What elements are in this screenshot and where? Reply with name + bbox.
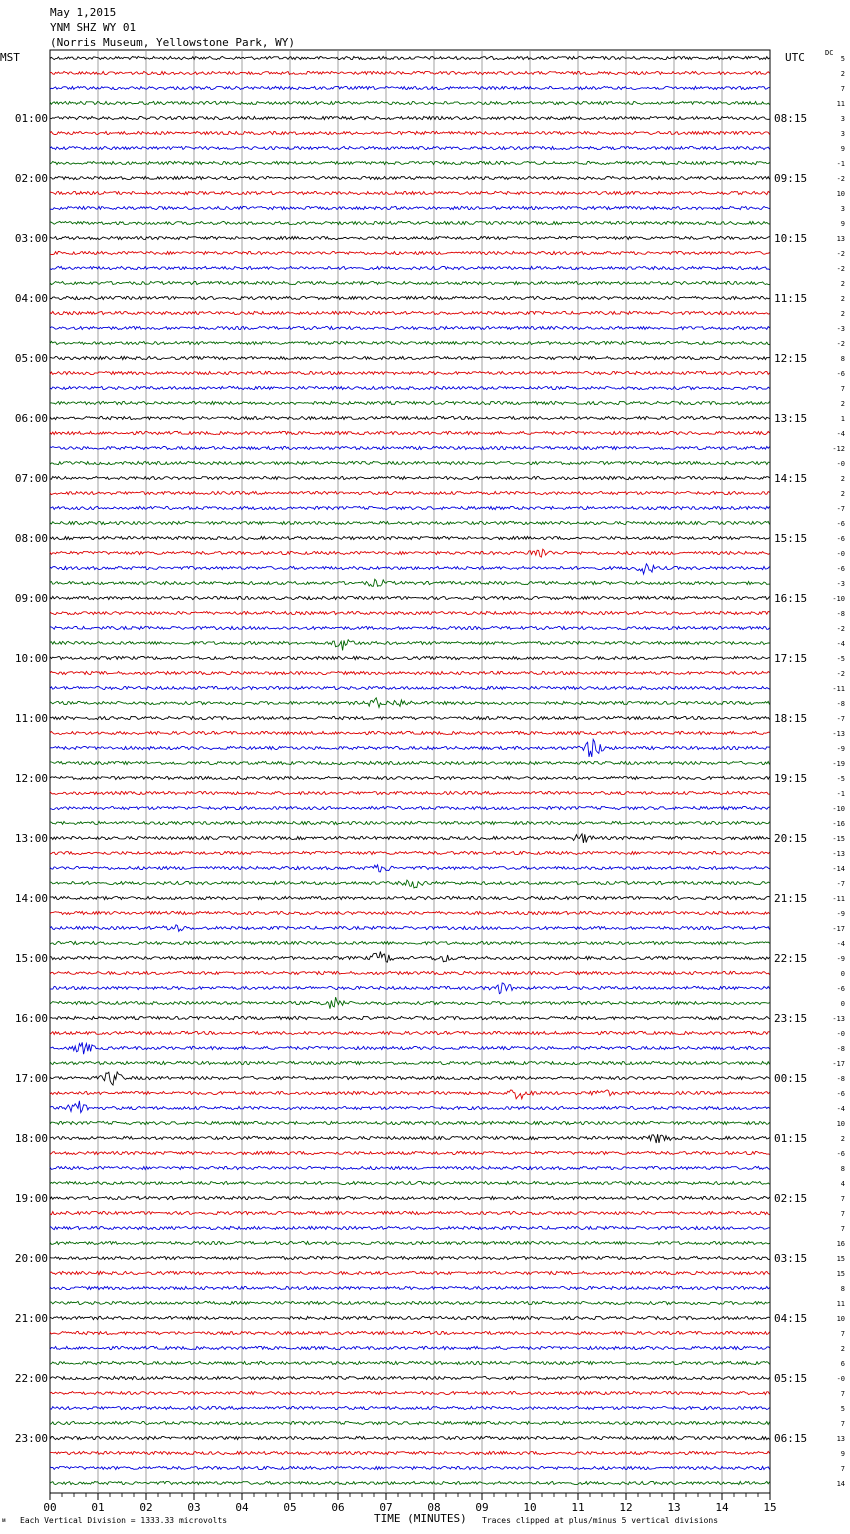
dc-offset-label: -14 bbox=[832, 865, 845, 873]
utc-hour-label: 11:15 bbox=[774, 292, 808, 305]
dc-offset-label: -3 bbox=[836, 325, 845, 333]
seismic-trace bbox=[50, 266, 770, 269]
seismic-trace bbox=[50, 656, 770, 659]
seismic-trace bbox=[50, 821, 770, 824]
dc-offset-label: 2 bbox=[840, 70, 845, 78]
dc-offset-label: -17 bbox=[832, 925, 845, 933]
dc-offset-label: -1 bbox=[836, 790, 845, 798]
seismic-trace bbox=[50, 206, 770, 209]
seismic-trace bbox=[50, 640, 770, 651]
dc-offset-label: 15 bbox=[836, 1270, 845, 1278]
dc-offset-label: 8 bbox=[840, 355, 845, 363]
seismic-trace bbox=[50, 1316, 770, 1319]
x-tick-label: 04 bbox=[235, 1501, 249, 1514]
seismic-trace bbox=[50, 326, 770, 329]
dc-offset-label: -2 bbox=[836, 265, 845, 273]
seismic-trace bbox=[50, 951, 770, 962]
seismic-trace bbox=[50, 521, 770, 524]
seismic-trace bbox=[50, 865, 770, 872]
dc-offset-label: 1 bbox=[840, 415, 845, 423]
mst-label: MST bbox=[0, 51, 20, 64]
seismic-trace bbox=[50, 1451, 770, 1454]
seismic-trace bbox=[50, 776, 770, 779]
seismic-trace bbox=[50, 341, 770, 344]
mst-hour-label: 21:00 bbox=[14, 1312, 48, 1325]
dc-offset-label: -5 bbox=[836, 775, 845, 783]
mst-hour-label: 07:00 bbox=[14, 472, 48, 485]
seismic-trace bbox=[50, 1271, 770, 1274]
x-tick-label: 05 bbox=[283, 1501, 297, 1514]
dc-offset-label: 7 bbox=[840, 1390, 845, 1398]
utc-hour-label: 20:15 bbox=[774, 832, 808, 845]
dc-offset-label: 11 bbox=[836, 100, 845, 108]
dc-offset-label: 2 bbox=[840, 1345, 845, 1353]
x-tick-label: 13 bbox=[667, 1501, 681, 1514]
dc-offset-label: -2 bbox=[836, 670, 845, 678]
dc-offset-label: -6 bbox=[836, 535, 845, 543]
seismic-trace bbox=[50, 236, 770, 239]
seismic-trace bbox=[50, 431, 770, 434]
x-tick-label: 00 bbox=[43, 1501, 57, 1514]
seismic-trace bbox=[50, 116, 770, 119]
dc-offset-label: 2 bbox=[840, 1135, 845, 1143]
utc-hour-label: 04:15 bbox=[774, 1312, 808, 1325]
dc-offset-label: 6 bbox=[840, 1360, 845, 1368]
dc-offset-label: 9 bbox=[840, 145, 845, 153]
seismic-trace bbox=[50, 1134, 770, 1143]
seismic-trace bbox=[50, 536, 770, 539]
mst-hour-label: 11:00 bbox=[14, 712, 48, 725]
seismic-trace bbox=[50, 579, 770, 586]
clip-note: Traces clipped at plus/minus 5 vertical divisions bbox=[482, 1516, 719, 1525]
seismic-trace bbox=[50, 1101, 770, 1113]
dc-offset-label: 2 bbox=[840, 310, 845, 318]
utc-hour-label: 12:15 bbox=[774, 352, 808, 365]
dc-offset-label: -9 bbox=[836, 955, 845, 963]
dc-offset-label: 11 bbox=[836, 1300, 845, 1308]
seismic-trace bbox=[50, 1286, 770, 1289]
dc-offset-label: -12 bbox=[832, 445, 845, 453]
mst-hour-label: 10:00 bbox=[14, 652, 48, 665]
utc-hour-label: 18:15 bbox=[774, 712, 808, 725]
dc-offset-label: 15 bbox=[836, 1255, 845, 1263]
dc-offset-label: 7 bbox=[840, 1330, 845, 1338]
dc-offset-label: -6 bbox=[836, 565, 845, 573]
mst-hour-label: 15:00 bbox=[14, 952, 48, 965]
seismic-trace bbox=[50, 71, 770, 74]
seismic-trace bbox=[50, 1421, 770, 1424]
mst-hour-label: 01:00 bbox=[14, 112, 48, 125]
seismic-trace bbox=[50, 911, 770, 914]
dc-offset-label: 4 bbox=[840, 1180, 845, 1188]
seismic-trace bbox=[50, 1211, 770, 1214]
seismic-trace bbox=[50, 686, 770, 689]
seismic-trace bbox=[50, 371, 770, 374]
dc-offset-label: -15 bbox=[832, 835, 845, 843]
seismic-trace bbox=[50, 716, 770, 719]
seismic-trace bbox=[50, 971, 770, 974]
seismic-trace bbox=[50, 549, 770, 557]
dc-offset-label: -2 bbox=[836, 340, 845, 348]
mst-hour-label: 06:00 bbox=[14, 412, 48, 425]
seismic-trace bbox=[50, 1256, 770, 1259]
dc-offset-label: 9 bbox=[840, 220, 845, 228]
mst-hour-label: 23:00 bbox=[14, 1432, 48, 1445]
seismic-trace bbox=[50, 1436, 770, 1439]
dc-offset-label: -4 bbox=[836, 640, 845, 648]
seismic-trace bbox=[50, 356, 770, 359]
dc-offset-label: -2 bbox=[836, 250, 845, 258]
seismic-trace bbox=[50, 1031, 770, 1034]
seismic-trace bbox=[50, 191, 770, 194]
seismic-trace bbox=[50, 896, 770, 899]
seismic-trace bbox=[50, 296, 770, 299]
dc-offset-label: -0 bbox=[836, 1375, 845, 1383]
dc-offset-label: 2 bbox=[840, 280, 845, 288]
dc-offset-label: -7 bbox=[836, 715, 845, 723]
mst-hour-label: 12:00 bbox=[14, 772, 48, 785]
mst-hour-label: 14:00 bbox=[14, 892, 48, 905]
utc-hour-label: 08:15 bbox=[774, 112, 808, 125]
dc-offset-label: 16 bbox=[836, 1240, 845, 1248]
dc-offset-label: 7 bbox=[840, 385, 845, 393]
seismic-trace bbox=[50, 1090, 770, 1099]
dc-offset-label: 5 bbox=[840, 1405, 845, 1413]
seismic-trace bbox=[50, 1241, 770, 1244]
seismic-trace bbox=[50, 626, 770, 629]
seismic-trace bbox=[50, 611, 770, 614]
x-tick-label: 12 bbox=[619, 1501, 633, 1514]
seismic-trace bbox=[50, 1346, 770, 1349]
dc-label: DC bbox=[825, 49, 834, 57]
dc-offset-label: 14 bbox=[836, 1480, 845, 1488]
seismic-trace bbox=[50, 1181, 770, 1184]
seismic-trace bbox=[50, 596, 770, 599]
seismic-trace bbox=[50, 880, 770, 888]
x-tick-label: 07 bbox=[379, 1501, 393, 1514]
mst-hour-label: 08:00 bbox=[14, 532, 48, 545]
x-tick-label: 01 bbox=[91, 1501, 105, 1514]
dc-offset-label: 7 bbox=[840, 85, 845, 93]
utc-hour-label: 03:15 bbox=[774, 1252, 808, 1265]
dc-offset-label: 9 bbox=[840, 1450, 845, 1458]
dc-offset-label: 10 bbox=[836, 1315, 845, 1323]
utc-hour-label: 05:15 bbox=[774, 1372, 808, 1385]
utc-hour-label: 15:15 bbox=[774, 532, 808, 545]
dc-offset-label: -19 bbox=[832, 760, 845, 768]
seismic-trace bbox=[50, 1391, 770, 1394]
mst-hour-label: 18:00 bbox=[14, 1132, 48, 1145]
dc-offset-label: -13 bbox=[832, 1015, 845, 1023]
logo-mark: ᴍ bbox=[2, 1517, 6, 1524]
dc-offset-label: 2 bbox=[840, 295, 845, 303]
dc-offset-label: -2 bbox=[836, 625, 845, 633]
dc-offset-label: 2 bbox=[840, 490, 845, 498]
seismic-trace bbox=[50, 564, 770, 574]
seismic-trace bbox=[50, 806, 770, 809]
mst-hour-label: 09:00 bbox=[14, 592, 48, 605]
utc-hour-label: 10:15 bbox=[774, 232, 808, 245]
seismic-trace bbox=[50, 1481, 770, 1484]
dc-offset-label: -8 bbox=[836, 1075, 845, 1083]
dc-offset-label: 8 bbox=[840, 1285, 845, 1293]
seismic-trace bbox=[50, 925, 770, 932]
dc-offset-label: 7 bbox=[840, 1195, 845, 1203]
dc-offset-label: 10 bbox=[836, 190, 845, 198]
mst-hour-label: 22:00 bbox=[14, 1372, 48, 1385]
dc-offset-label: 0 bbox=[840, 970, 845, 978]
x-tick-label: 09 bbox=[475, 1501, 489, 1514]
dc-offset-label: -7 bbox=[836, 505, 845, 513]
utc-label: UTC bbox=[785, 51, 805, 64]
dc-offset-label: -1 bbox=[836, 160, 845, 168]
dc-offset-label: -9 bbox=[836, 910, 845, 918]
dc-offset-label: -6 bbox=[836, 1150, 845, 1158]
seismic-trace bbox=[50, 446, 770, 449]
seismic-trace bbox=[50, 671, 770, 674]
mst-hour-label: 17:00 bbox=[14, 1072, 48, 1085]
utc-hour-label: 00:15 bbox=[774, 1072, 808, 1085]
seismic-trace bbox=[50, 281, 770, 284]
seismic-trace bbox=[50, 1061, 770, 1064]
utc-hour-label: 19:15 bbox=[774, 772, 808, 785]
utc-hour-label: 21:15 bbox=[774, 892, 808, 905]
x-tick-label: 03 bbox=[187, 1501, 201, 1514]
mst-hour-label: 05:00 bbox=[14, 352, 48, 365]
utc-hour-label: 23:15 bbox=[774, 1012, 808, 1025]
utc-hour-label: 14:15 bbox=[774, 472, 808, 485]
mst-hour-label: 19:00 bbox=[14, 1192, 48, 1205]
dc-offset-label: -11 bbox=[832, 895, 845, 903]
seismic-trace bbox=[50, 56, 770, 59]
x-tick-label: 08 bbox=[427, 1501, 441, 1514]
mst-hour-label: 03:00 bbox=[14, 232, 48, 245]
x-axis-title: TIME (MINUTES) bbox=[374, 1512, 467, 1525]
seismic-trace bbox=[50, 161, 770, 164]
seismic-trace bbox=[50, 491, 770, 494]
dc-offset-label: -8 bbox=[836, 1045, 845, 1053]
dc-offset-label: -6 bbox=[836, 985, 845, 993]
utc-hour-label: 16:15 bbox=[774, 592, 808, 605]
seismic-trace bbox=[50, 1376, 770, 1379]
utc-hour-label: 09:15 bbox=[774, 172, 808, 185]
station-code: YNM SHZ WY 01 bbox=[50, 21, 137, 34]
dc-offset-label: 0 bbox=[840, 1000, 845, 1008]
utc-hour-label: 01:15 bbox=[774, 1132, 808, 1145]
seismic-trace bbox=[50, 1301, 770, 1304]
seismic-trace bbox=[50, 401, 770, 404]
dc-offset-label: -6 bbox=[836, 1090, 845, 1098]
seismic-trace bbox=[50, 739, 770, 757]
dc-offset-label: -17 bbox=[832, 1060, 845, 1068]
seismic-trace bbox=[50, 251, 770, 254]
dc-offset-label: -0 bbox=[836, 550, 845, 558]
utc-hour-label: 02:15 bbox=[774, 1192, 808, 1205]
dc-offset-label: -7 bbox=[836, 880, 845, 888]
mst-hour-label: 02:00 bbox=[14, 172, 48, 185]
dc-offset-label: -5 bbox=[836, 655, 845, 663]
dc-offset-label: -3 bbox=[836, 580, 845, 588]
station-location: (Norris Museum, Yellowstone Park, WY) bbox=[50, 36, 296, 49]
dc-offset-label: 8 bbox=[840, 1165, 845, 1173]
dc-offset-label: 13 bbox=[836, 1435, 845, 1443]
seismic-trace bbox=[50, 761, 770, 764]
seismic-trace bbox=[50, 1196, 770, 1199]
seismic-trace bbox=[50, 1042, 770, 1054]
dc-offset-label: 2 bbox=[840, 475, 845, 483]
dc-offset-label: -6 bbox=[836, 370, 845, 378]
seismic-trace bbox=[50, 983, 770, 994]
seismic-trace bbox=[50, 1226, 770, 1229]
dc-offset-label: 7 bbox=[840, 1465, 845, 1473]
utc-hour-label: 13:15 bbox=[774, 412, 808, 425]
x-tick-label: 06 bbox=[331, 1501, 345, 1514]
dc-offset-label: 2 bbox=[840, 400, 845, 408]
dc-offset-label: -10 bbox=[832, 595, 845, 603]
seismic-trace bbox=[50, 506, 770, 509]
seismic-trace bbox=[50, 997, 770, 1008]
seismic-trace bbox=[50, 941, 770, 944]
seismic-trace bbox=[50, 476, 770, 479]
seismic-trace bbox=[50, 176, 770, 179]
dc-offset-label: -16 bbox=[832, 820, 845, 828]
dc-offset-label: 7 bbox=[840, 1210, 845, 1218]
x-tick-label: 14 bbox=[715, 1501, 729, 1514]
seismic-trace bbox=[50, 146, 770, 149]
seismic-trace bbox=[50, 1466, 770, 1469]
dc-offset-label: -4 bbox=[836, 1105, 845, 1113]
seismic-trace bbox=[50, 1406, 770, 1409]
mst-hour-label: 13:00 bbox=[14, 832, 48, 845]
seismic-trace bbox=[50, 416, 770, 419]
utc-hour-label: 06:15 bbox=[774, 1432, 808, 1445]
dc-offset-label: -8 bbox=[836, 700, 845, 708]
dc-offset-label: -8 bbox=[836, 610, 845, 618]
dc-offset-label: -13 bbox=[832, 730, 845, 738]
seismic-trace bbox=[50, 86, 770, 89]
seismic-trace bbox=[50, 221, 770, 224]
seismic-trace bbox=[50, 1361, 770, 1364]
dc-offset-label: 13 bbox=[836, 235, 845, 243]
seismic-trace bbox=[50, 1166, 770, 1169]
seismic-trace bbox=[50, 1016, 770, 1019]
dc-offset-label: -4 bbox=[836, 430, 845, 438]
dc-offset-label: -6 bbox=[836, 520, 845, 528]
plot-frame bbox=[50, 50, 770, 1493]
dc-offset-label: -0 bbox=[836, 1030, 845, 1038]
dc-offset-label: -2 bbox=[836, 175, 845, 183]
seismic-trace bbox=[50, 1072, 770, 1085]
utc-hour-label: 17:15 bbox=[774, 652, 808, 665]
dc-offset-label: -10 bbox=[832, 805, 845, 813]
seismic-trace bbox=[50, 1151, 770, 1154]
x-tick-label: 10 bbox=[523, 1501, 537, 1514]
seismic-trace bbox=[50, 1121, 770, 1124]
dc-offset-label: -9 bbox=[836, 745, 845, 753]
x-tick-label: 11 bbox=[571, 1501, 585, 1514]
seismic-trace bbox=[50, 731, 770, 734]
dc-offset-label: -11 bbox=[832, 685, 845, 693]
seismic-trace bbox=[50, 461, 770, 464]
mst-hour-label: 20:00 bbox=[14, 1252, 48, 1265]
seismic-trace bbox=[50, 851, 770, 854]
dc-offset-label: 3 bbox=[840, 115, 845, 123]
seismic-trace bbox=[50, 386, 770, 389]
mst-hour-label: 04:00 bbox=[14, 292, 48, 305]
seismic-trace bbox=[50, 131, 770, 134]
seismic-trace bbox=[50, 311, 770, 314]
utc-hour-label: 22:15 bbox=[774, 952, 808, 965]
seismic-trace bbox=[50, 1331, 770, 1334]
dc-offset-label: 3 bbox=[840, 130, 845, 138]
seismic-trace bbox=[50, 101, 770, 104]
x-tick-label: 15 bbox=[763, 1501, 777, 1514]
dc-offset-label: -4 bbox=[836, 940, 845, 948]
seismic-trace bbox=[50, 834, 770, 843]
seismic-trace bbox=[50, 791, 770, 794]
dc-offset-label: -13 bbox=[832, 850, 845, 858]
dc-offset-label: 5 bbox=[840, 55, 845, 63]
dc-offset-label: 10 bbox=[836, 1120, 845, 1128]
dc-offset-label: 7 bbox=[840, 1225, 845, 1233]
dc-offset-label: 3 bbox=[840, 205, 845, 213]
dc-offset-label: 7 bbox=[840, 1420, 845, 1428]
dc-offset-label: -0 bbox=[836, 460, 845, 468]
chart-date: May 1,2015 bbox=[50, 6, 117, 19]
seismic-trace bbox=[50, 698, 770, 708]
mst-hour-label: 16:00 bbox=[14, 1012, 48, 1025]
x-tick-label: 02 bbox=[139, 1501, 153, 1514]
scale-note: Each Vertical Division = 1333.33 microvolts bbox=[20, 1516, 228, 1525]
